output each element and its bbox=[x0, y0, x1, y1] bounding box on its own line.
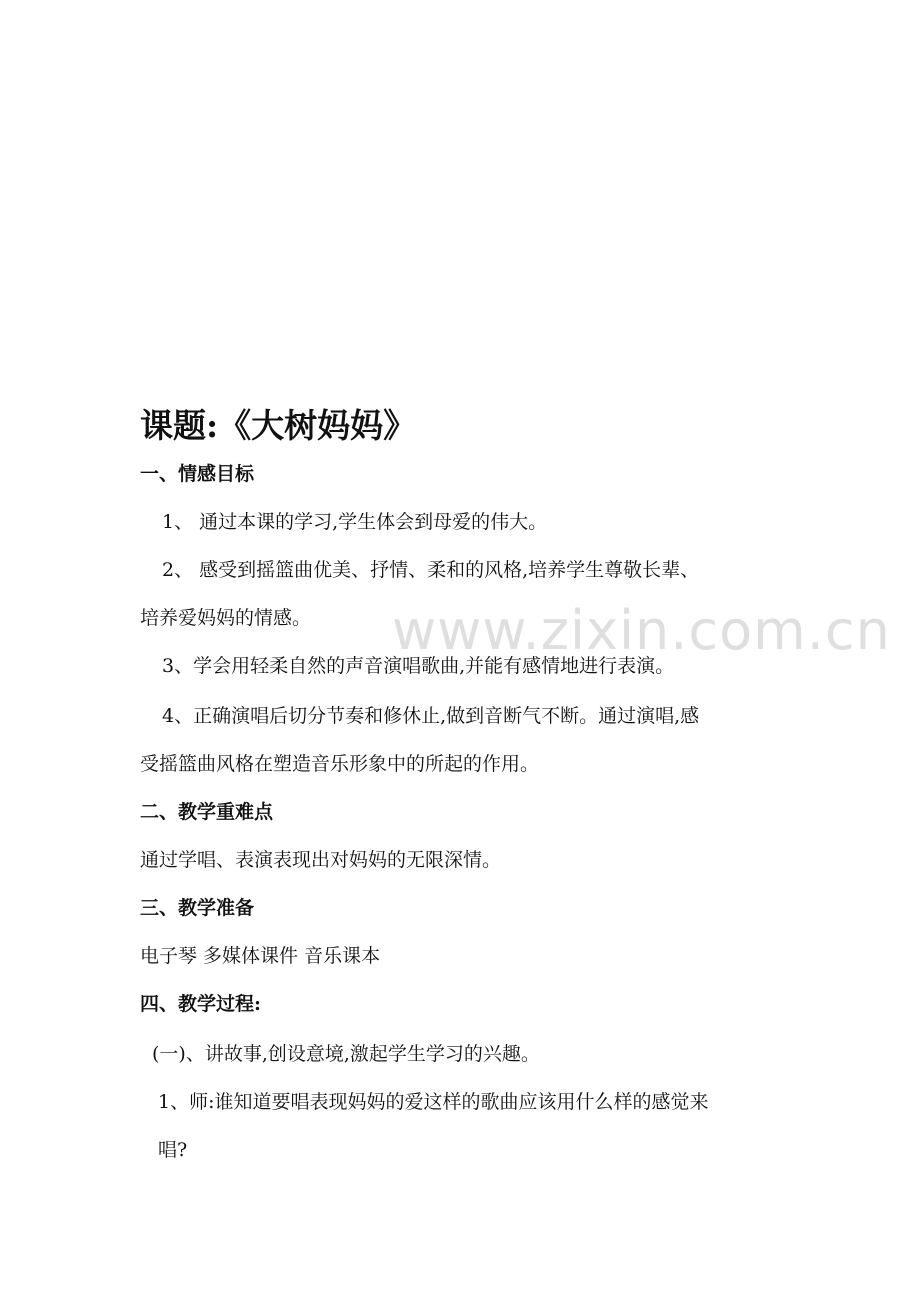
section-heading-emotional-goals: 一、情感目标 bbox=[140, 463, 255, 485]
list-item: 2、 感受到摇篮曲优美、抒情、柔和的风格,培养学生尊敬长辈、 bbox=[162, 559, 700, 581]
paragraph: 通过学唱、表演表现出对妈妈的无限深情。 bbox=[140, 849, 502, 871]
list-item: 1、师:谁知道要唱表现妈妈的爱这样的歌曲应该用什么样的感觉来 bbox=[158, 1091, 709, 1113]
section-heading-key-difficulties: 二、教学重难点 bbox=[140, 801, 274, 823]
section-heading-teaching-process: 四、教学过程: bbox=[140, 993, 262, 1015]
list-item: 唱? bbox=[158, 1139, 188, 1161]
document-title: 课题:《大树妈妈》 bbox=[140, 406, 417, 445]
section-heading-preparation: 三、教学准备 bbox=[140, 897, 255, 919]
list-item: 1、 通过本课的学习,学生体会到母爱的伟大。 bbox=[162, 511, 548, 533]
watermark: www.zixin.com.cn bbox=[392, 599, 891, 662]
list-item: 培养爱妈妈的情感。 bbox=[140, 607, 312, 629]
list-item: 3、学会用轻柔自然的声音演唱歌曲,并能有感情地进行表演。 bbox=[162, 655, 675, 677]
list-item: (一)、讲故事,创设意境,激起学生学习的兴趣。 bbox=[152, 1043, 540, 1065]
paragraph: 电子琴 多媒体课件 音乐课本 bbox=[140, 945, 381, 967]
list-item: 受摇篮曲风格在塑造音乐形象中的所起的作用。 bbox=[140, 753, 540, 775]
list-item: 4、正确演唱后切分节奏和修休止,做到音断气不断。通过演唱,感 bbox=[162, 705, 700, 727]
